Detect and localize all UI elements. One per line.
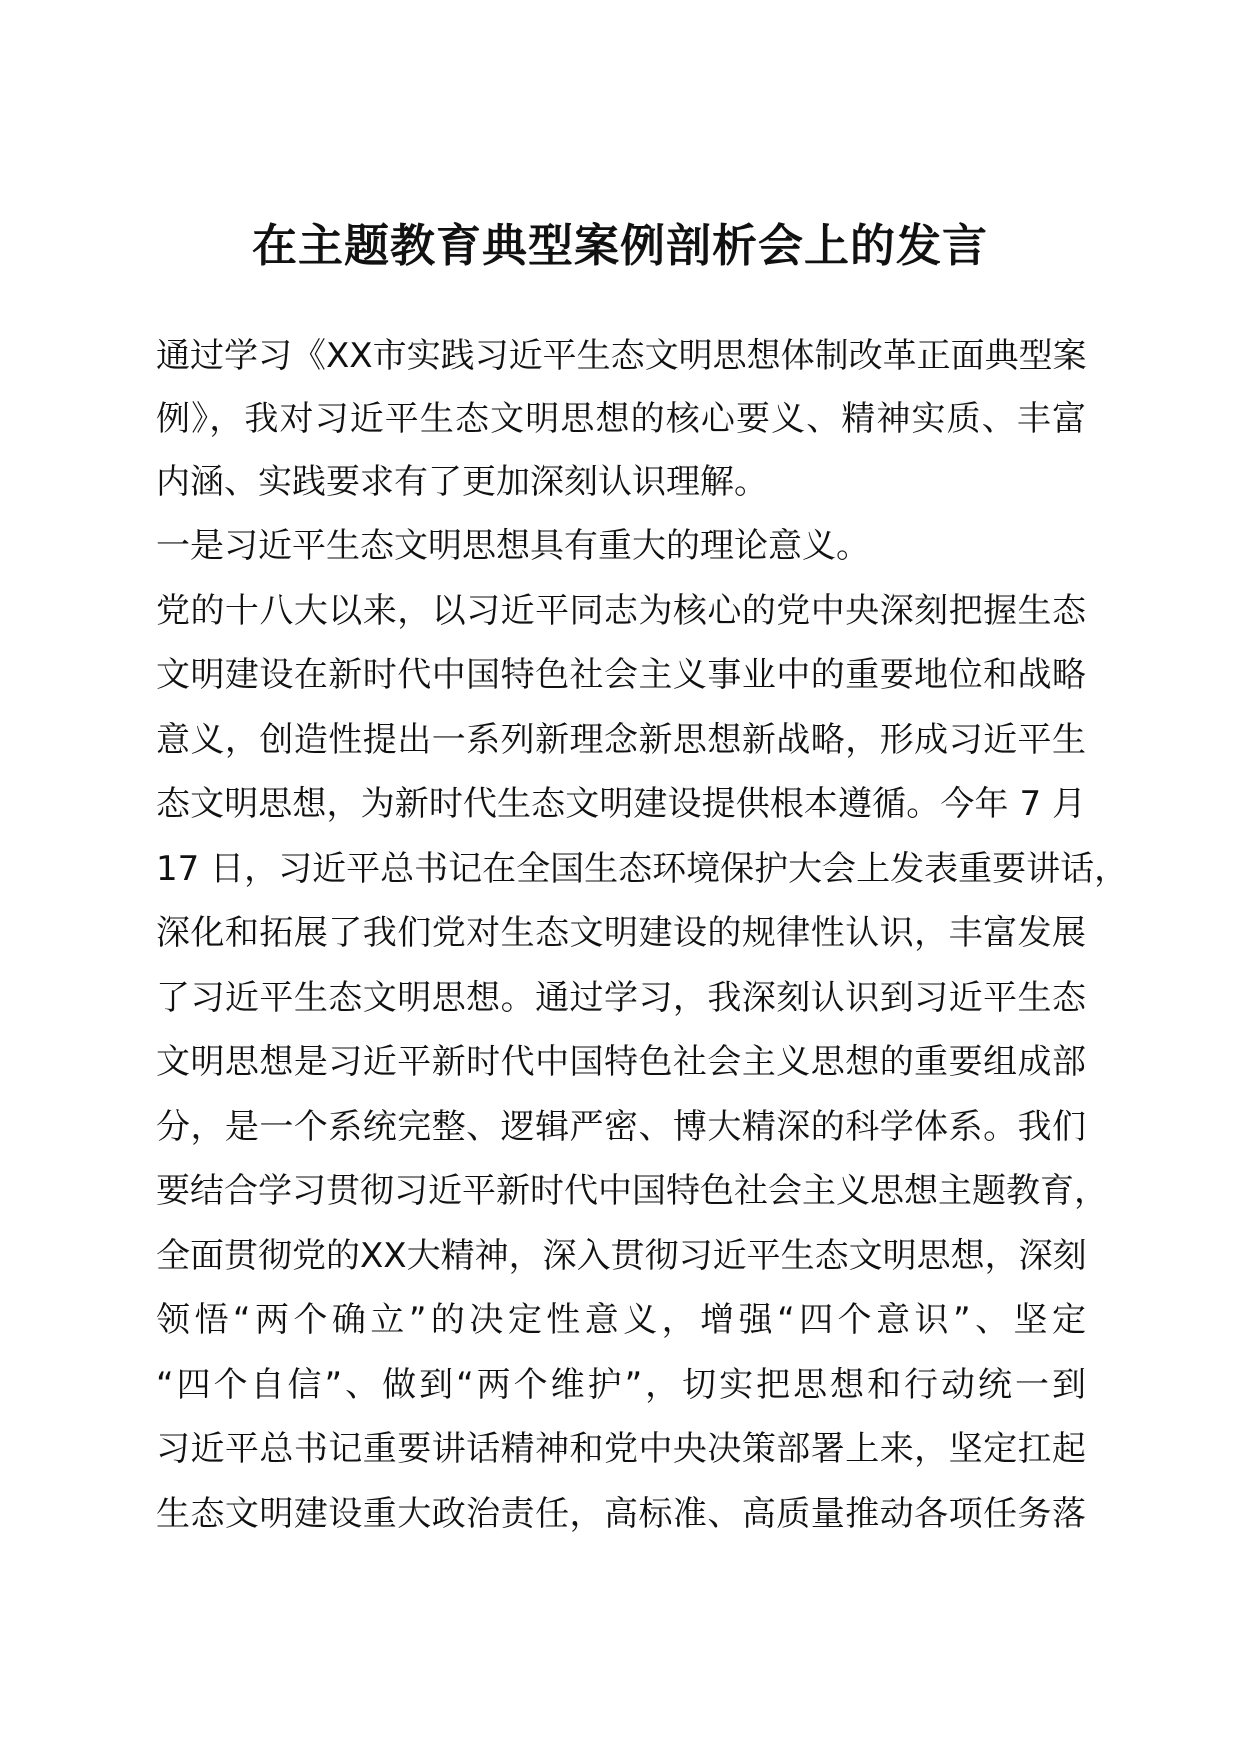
body-line: 文明思想是习近平新时代中国特色社会主义思想的重要组成部 bbox=[156, 1042, 1086, 1082]
body-line: 要结合学习贯彻习近平新时代中国特色社会主义思想主题教育， bbox=[156, 1171, 1108, 1211]
body-line: 文明建设在新时代中国特色社会主义事业中的重要地位和战略 bbox=[156, 655, 1086, 695]
body-line: 党的十八大以来，以习近平同志为核心的党中央深刻把握生态 bbox=[156, 591, 1086, 631]
section-heading: 一是习近平生态文明思想具有重大的理论意义。 bbox=[156, 526, 870, 566]
body-line: 通过学习《XX市实践习近平生态文明思想体制改革正面典型案 bbox=[156, 336, 1087, 376]
body-line: 了习近平生态文明思想。通过学习，我深刻认识到习近平生态 bbox=[156, 978, 1086, 1018]
body-line: 例》，我对习近平生态文明思想的核心要义、精神实质、丰富 bbox=[156, 399, 1086, 439]
body-line: 分，是一个系统完整、逻辑严密、博大精深的科学体系。我们 bbox=[156, 1107, 1086, 1147]
body-line: 意义，创造性提出一系列新理念新思想新战略，形成习近平生 bbox=[156, 720, 1086, 760]
body-line: 内涵、实践要求有了更加深刻认识理解。 bbox=[156, 462, 768, 502]
body-line: “四个自信”、做到“两个维护”，切实把思想和行动统一到 bbox=[156, 1365, 1086, 1405]
body-line: 生态文明建设重大政治责任，高标准、高质量推动各项任务落 bbox=[156, 1494, 1086, 1534]
body-line: 习近平总书记重要讲话精神和党中央决策部署上来，坚定扛起 bbox=[156, 1429, 1086, 1469]
document-title: 在主题教育典型案例剖析会上的发言 bbox=[251, 219, 988, 272]
body-line: 深化和拓展了我们党对生态文明建设的规律性认识，丰富发展 bbox=[156, 913, 1086, 953]
body-line: 全面贯彻党的XX大精神，深入贯彻习近平生态文明思想，深刻 bbox=[156, 1236, 1087, 1276]
body-line: 领悟“两个确立”的决定性意义，增强“四个意识”、坚定 bbox=[156, 1300, 1086, 1340]
body-line: 17 日，习近平总书记在全国生态环境保护大会上发表重要讲话， bbox=[156, 849, 1129, 889]
body-line: 态文明思想，为新时代生态文明建设提供根本遵循。今年 7 月 bbox=[156, 784, 1086, 824]
